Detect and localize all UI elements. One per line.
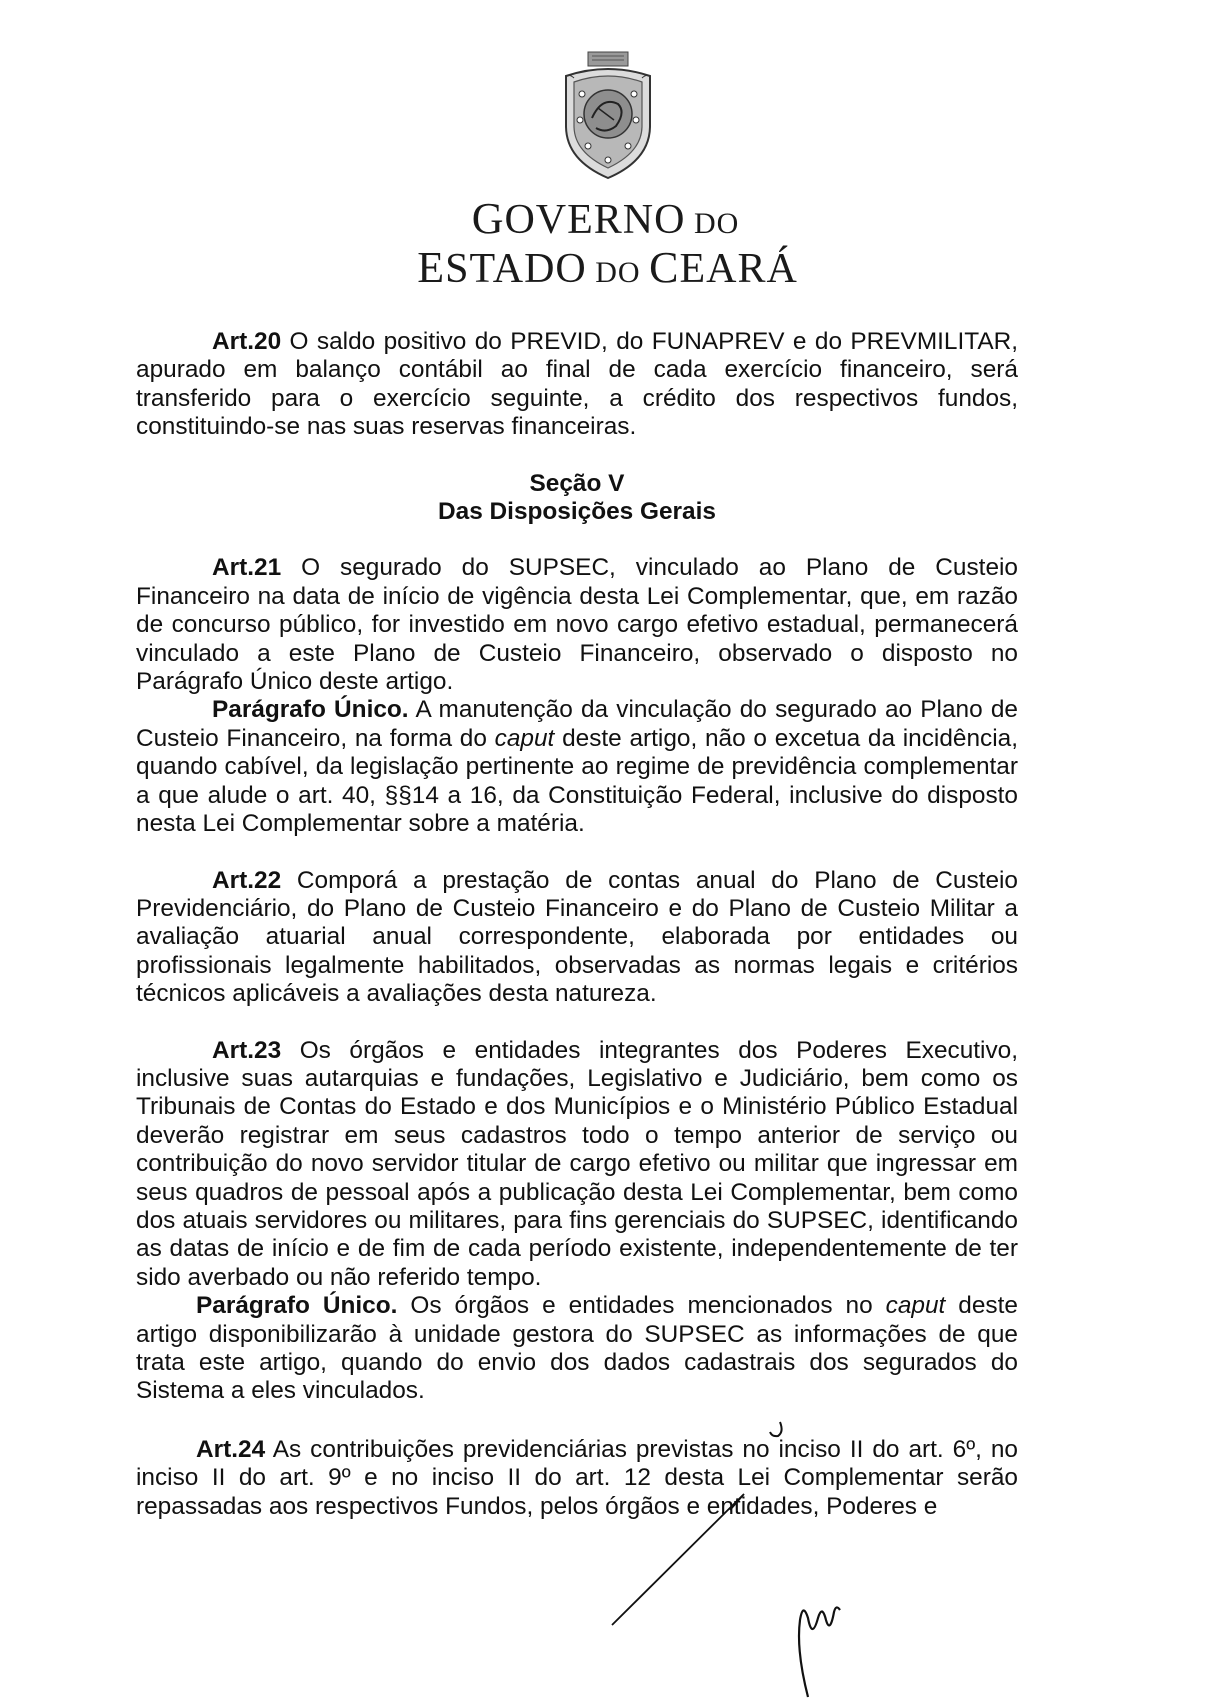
article-label: Art.23 (212, 1036, 282, 1064)
article-label: Art.20 (212, 328, 282, 355)
article-text: O saldo positivo do PREVID, do FUNAPREV e do PREVMILITAR, apurado em balanço contábil ao final de cada exercício financeiro, será transferido para o exercício seguinte, a crédito dos respectivos fundos, constituindo-se nas suas reservas financeiras. (136, 328, 1018, 441)
article-23 (136, 1037, 1018, 1293)
document-body (136, 328, 1018, 1521)
section-subtitle: Das Disposições Gerais (438, 498, 716, 526)
article-text: O segurado do SUPSEC, vinculado ao Plano de Custeio Financeiro na data de início de vigência desta Lei Complementar, que, em razão de concurso público, for investido em novo cargo efetivo estadual, permanecerá vinculado a este Plano de Custeio Financeiro, observado o disposto no Parágrafo Único deste artigo. (136, 554, 1018, 696)
section-title: Seção V (529, 469, 625, 497)
article-text: As contribuições previdenciárias previstas no inciso II do art. 6º, no inciso II do art. 9º e no inciso II do art. 12 desta Lei Complementar serão repassadas aos respectivos Fundos, pelos órgãos e entidades, Poderes e (136, 1435, 1018, 1520)
article-20 (136, 328, 1018, 442)
article-24 (136, 1436, 1018, 1521)
header-line-estado: ESTADO DO CEARÁ (417, 243, 798, 292)
article-21 (136, 554, 1018, 696)
letterhead (0, 48, 1215, 295)
article-text: Os órgãos e entidades integrantes dos Poderes Executivo, inclusive suas autarquias e fundações, Legislativo e Judiciário, bem como os Tribunais de Contas do Estado e dos Municípios e o Ministério Público Estadual deverão registrar em seus cadastros todo o tempo anterior de serviço ou contribuição do novo servidor titular de cargo efetivo ou militar que ingressar em seus quadros de pessoal após a publicação desta Lei Complementar, bem como dos atuais servidores ou militares, para fins gerenciais do SUPSEC, identificando as datas de início e de fim de cada período existente, independentemente de ter sido averbado ou não referido tempo. (136, 1036, 1018, 1291)
handwritten-initials (799, 1607, 840, 1697)
article-22 (136, 867, 1018, 1009)
state-coat-of-arms-icon (552, 48, 664, 183)
header-line-governo: GOVERNO DO (471, 194, 740, 243)
article-label: Art.24 (196, 1435, 266, 1463)
article-23-paragraph: Parágrafo Único. Os órgãos e entidades mencionados no caput deste artigo disponibilizarão à unidade gestora do SUPSEC as informações de que trata este artigo, quando do envio dos dados cadastrais dos segurados do Sistema a eles vinculados. (136, 1292, 1018, 1405)
paragraph-label: Parágrafo Único. (196, 1292, 398, 1320)
article-label: Art.21 (212, 554, 282, 582)
article-label: Art.22 (212, 866, 282, 894)
article-21-paragraph: Parágrafo Único. A manutenção da vinculação do segurado ao Plano de Custeio Financeiro, na forma do caput deste artigo, não o excetua da incidência, quando cabível, da legislação pertinente ao regime de previdência complementar a que alude o art. 40, §§14 a 16, da Constituição Federal, inclusive do disposto nesta Lei Complementar sobre a matéria. (136, 696, 1019, 838)
paragraph-label: Parágrafo Único. (212, 696, 409, 724)
article-text: Comporá a prestação de contas anual do Plano de Custeio Previdenciário, do Plano de Custeio Financeiro e do Plano de Custeio Militar a avaliação atuarial anual correspondente, elaborada por entidades ou profissionais legalmente habilitados, observadas as normas legais e critérios técnicos aplicáveis a avaliações desta natureza. (136, 866, 1018, 1008)
